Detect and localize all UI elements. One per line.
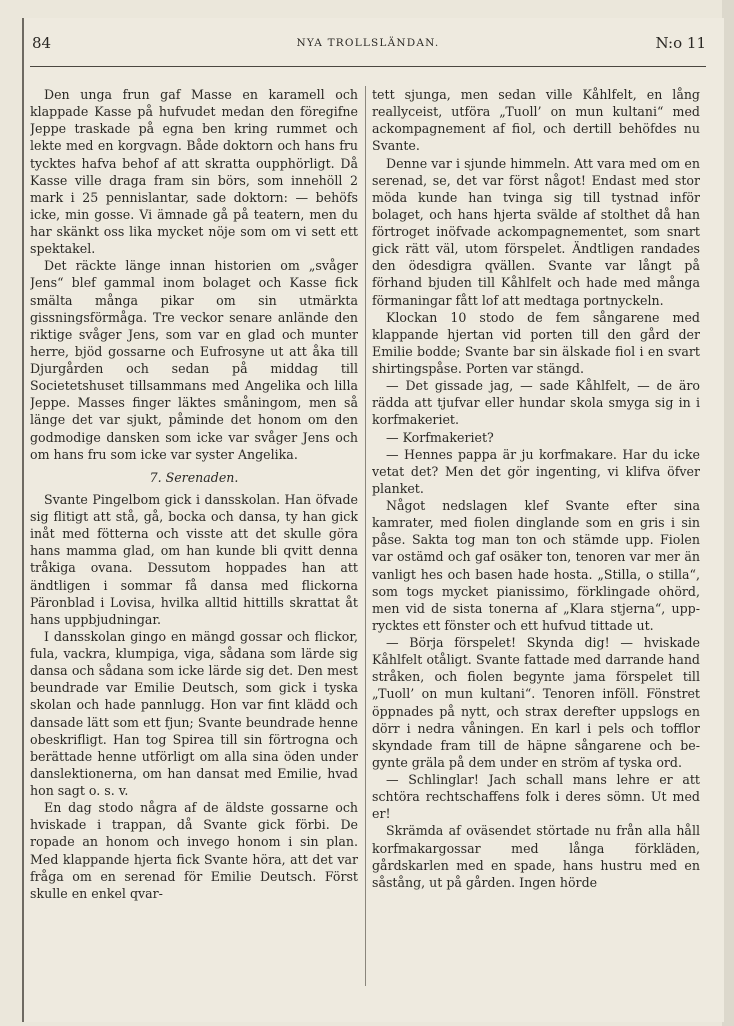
page-number: 84 xyxy=(32,34,52,52)
paragraph: — Korfmakeriet? xyxy=(386,429,494,445)
paragraph: En dag stodo några af de äldste gossarne och hviskade i trappan, då Svante gick förbi. De ropade an honom och invego honom i sin plan. Med klappande hjerta fick Svante höra, att det var fråga om en serenad för Emilie Deutsch. Först skulle en enkel qvar- xyxy=(30,800,358,901)
paragraph: — Börja förspelet! Skynda dig! — hviskade Kåhlfelt otåligt. Svante fattade med darrande hand stråken, och fiolen begynte jama förspelet till „Tuoll’ on mun kultani“. Tenoren inföll. Fönstret öppnades på nytt, och strax derefter uppslogs en dörr i nedra våningen. En karl i pels och tofflor skyndade fram till de häpne sångarene och begynte gräla på dem under en ström af tyska ord. xyxy=(372,635,700,770)
paragraph: Klockan 10 stodo de fem sångarene med klappande hjertan vid porten till den gård der Emilie bodde; Svante bar sin älskade fiol i en svart shirtingspåse. Porten var stängd. xyxy=(372,309,700,376)
column-divider xyxy=(365,86,366,986)
section-heading: 7. Serenaden. xyxy=(149,469,239,485)
paragraph: I dansskolan gingo en mängd gossar och flickor, fula, vackra, klumpiga, viga, sådana som lärde sig dansa och sådana som icke lärde sig det. Den mest beundrade var Emilie Deutsch, som gick i tyska skolan och hade pannlugg. Hon var fint klädd och dansade lätt som ett fjun; Svante beundrade henne obeskrifligt. Han tog Spirea till sin förtrogna och berättade henne utförligt om alla sina öden under danslektionerna, om han dansat med Emilie, hvad hon sagt o. s. v. xyxy=(30,628,358,798)
paragraph: Det räckte länge innan historien om „svåger Jens“ blef gammal inom bolaget och Kasse fick smälta många pikar om sin utmärkta gissningsförmåga. Tre veckor senare anlände den riktige svåger Jens, som var en glad och munter herre, bjöd gossarne och Eufrosyne ut att åka till Djurgården och sedan på middag till Societetshuset tillsammans med Angelika och lilla Jeppe. Masses finger läktes småningom, men så länge det var sjukt, påminde det honom om den godmodige dansken som icke var svåger Jens och om hans fru som icke var syster Angelika. xyxy=(30,258,358,462)
page-header xyxy=(30,34,706,56)
paragraph: — Det gissade jag, — sade Kåhlfelt, — de äro rädda att tjufvar eller hundar skola smyga sig in i korfmakeriet. xyxy=(372,378,700,428)
paragraph: — Hennes pappa är ju korfmakare. Har du icke vetat det? Men det gör ingenting, vi klifva öfver planket. xyxy=(372,446,700,496)
right-column xyxy=(372,86,700,991)
paragraph: Skrämda af oväsendet störtade nu från alla håll korfmakargossar med långa förkläden, gårdskarlen med en spade, hans hustru med en såstång, ut på gården. Ingen hörde xyxy=(372,823,700,890)
issue-number: N:o 11 xyxy=(655,34,706,52)
paragraph: Denne var i sjunde himmeln. Att vara med om en serenad, se, det var först något! Endast med stor möda kunde han tvinga sig till tystnad inför bolaget, och hans hjerta svälde af stolthet då han förtroget inöfvade ackompagnementet, som snart gick rätt väl, utom förspelet. Ändtligen randades den ödesdigra qvällen. Svante var långt på förhand bjuden till Kåhlfelt och hade med många förmaningar fått lof att medtaga portnyckeln. xyxy=(372,155,700,308)
paragraph: Den unga frun gaf Masse en karamell och klappade Kasse på hufvudet medan den föregifne Jeppe traskade på egna ben kring rummet och lekte med en korgvagn. Både doktorn och hans fru tycktes hafva behof af att skratta oupphörligt. Då Kasse ville draga fram sin börs, som innehöll 2 mark i 25 pennislantar, sade doktorn: — behöfs icke, min gosse. Vi ämnade gå på teatern, men du har skänkt oss lika mycket nöje som om vi sett ett spektakel. xyxy=(30,87,358,257)
paragraph: tett sjunga, men sedan ville Kåhlfelt, en lång reallyceist, utföra „Tuoll’ on mun kultani“ med ackompagnement af fiol, och dertill behöfdes nu Svante. xyxy=(372,87,700,154)
header-rule xyxy=(30,66,706,67)
paragraph: Svante Pingelbom gick i dansskolan. Han öfvade sig flitigt att stå, gå, bocka och dansa, ty han gick inåt med fötterna och visste att det skulle göra hans mamma glad, om han kunde bli qvitt denna tråkiga ovana. Dessutom hoppades han att ändtligen i sommar få dansa med flickorna Päronblad i Lovisa, hvilka alltid hittills skrattat åt hans uppbjudningar. xyxy=(30,491,358,627)
paragraph: Något nedslagen klef Svante efter sina kamrater, med fiolen dinglande som en gris i sin påse. Sakta tog man ton och stämde upp. Fiolen var ostämd och gaf osäker ton, tenoren var mer än vanligt hes och basen hade hosta. „Stilla, o stilla“, som togs mycket pianissimo, förklingade ohörd, men vid de sista tonerna af „Klara stjerna“, upprycktes ett fönster och ett hufvud tittade ut. xyxy=(372,498,700,633)
left-column xyxy=(30,86,358,991)
running-title: NYA TROLLSLÄNDAN. xyxy=(296,37,440,49)
paragraph: — Schlinglar! Jach schall mans lehre er att schtöra rechtschaffens folk i deres sömn. Ut med er! xyxy=(372,772,700,822)
